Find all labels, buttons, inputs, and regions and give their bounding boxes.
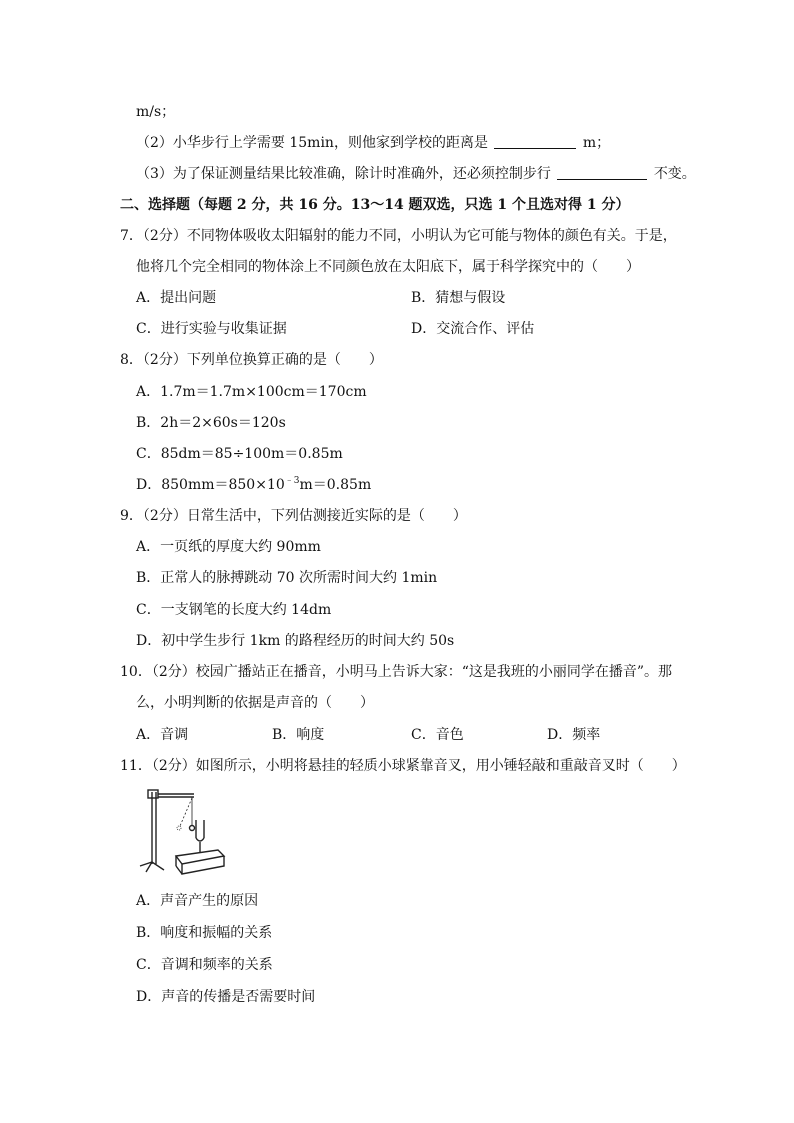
question-10-stem: 10．（2分）校园广播站正在播音，小明马上告诉大家：“这是我班的小丽同学在播音”。那 [120, 664, 673, 680]
q7-option-c[interactable]: C．进行实验与收集证据 [136, 321, 287, 337]
q8-option-a[interactable]: A．1.7m＝1.7m×100cm＝170cm [136, 384, 367, 400]
question-8-stem: 8．（2分）下列单位换算正确的是（ ） [120, 352, 383, 368]
q8-d-text-end: m＝0.85m [299, 477, 372, 493]
q11-option-d[interactable]: D．声音的传播是否需要时间 [136, 989, 316, 1005]
q7-option-d[interactable]: D．交流合作、评估 [411, 321, 535, 337]
question-7-stem-cont: 他将几个完全相同的物体涂上不同颜色放在太阳底下，属于科学探究中的（ ） [136, 259, 640, 275]
question-6-part-3 [136, 164, 696, 184]
question-9-stem: 9．（2分）日常生活中，下列估测接近实际的是（ ） [120, 508, 467, 524]
q8-option-d[interactable] [136, 475, 371, 495]
q8-d-text: D．850mm＝850×10 [136, 477, 285, 493]
question-11-stem: 11．（2分）如图所示，小明将悬挂的轻质小球紧靠音叉，用小锤轻敲和重敲音叉时（ ） [120, 758, 686, 774]
q6-3-tail: 不变。 [653, 166, 696, 182]
unit-line: m/s； [136, 104, 176, 120]
q10-option-a[interactable]: A．音调 [136, 727, 189, 743]
q8-option-c[interactable]: C．85dm＝85÷100m＝0.85m [136, 446, 343, 462]
answer-blank[interactable] [494, 134, 576, 149]
q10-option-c[interactable]: C．音色 [411, 727, 464, 743]
answer-blank[interactable] [557, 165, 647, 180]
q9-option-d[interactable]: D．初中学生步行 1km 的路程经历的时间大约 50s [136, 633, 455, 649]
q10-option-b[interactable]: B．响度 [272, 727, 325, 743]
q7-option-b[interactable]: B．猜想与假设 [411, 290, 506, 306]
tuning-fork-figure [136, 786, 228, 880]
q9-option-a[interactable]: A．一页纸的厚度大约 90mm [136, 539, 321, 555]
q11-option-b[interactable]: B．响度和振幅的关系 [136, 925, 273, 941]
q10-option-d[interactable]: D．频率 [547, 727, 601, 743]
question-7-stem: 7．（2分）不同物体吸收太阳辐射的能力不同，小明认为它可能与物体的颜色有关。于是， [120, 228, 677, 244]
question-10-stem-cont: 么，小明判断的依据是声音的（ ） [136, 695, 374, 711]
q11-option-a[interactable]: A．声音产生的原因 [136, 893, 259, 909]
q6-2-unit: m； [582, 135, 611, 151]
q11-option-c[interactable]: C．音调和频率的关系 [136, 957, 273, 973]
section-heading: 二、选择题（每题 2 分，共 16 分。13～14 题双选，只选 1 个且选对得 1 分） [120, 197, 630, 213]
q7-option-a[interactable]: A．提出问题 [136, 290, 217, 306]
question-6-part-2 [136, 133, 610, 153]
q8-option-b[interactable]: B．2h＝2×60s＝120s [136, 415, 286, 431]
q9-option-c[interactable]: C．一支钢笔的长度大约 14dm [136, 602, 332, 618]
q6-2-text: （2）小华步行上学需要 15min，则他家到学校的距离是 [136, 135, 488, 151]
q6-3-text: （3）为了保证测量结果比较准确，除计时准确外，还必须控制步行 [136, 166, 551, 182]
q8-d-exponent: ﹣3 [284, 476, 300, 486]
q9-option-b[interactable]: B．正常人的脉搏跳动 70 次所需时间大约 1min [136, 570, 438, 586]
